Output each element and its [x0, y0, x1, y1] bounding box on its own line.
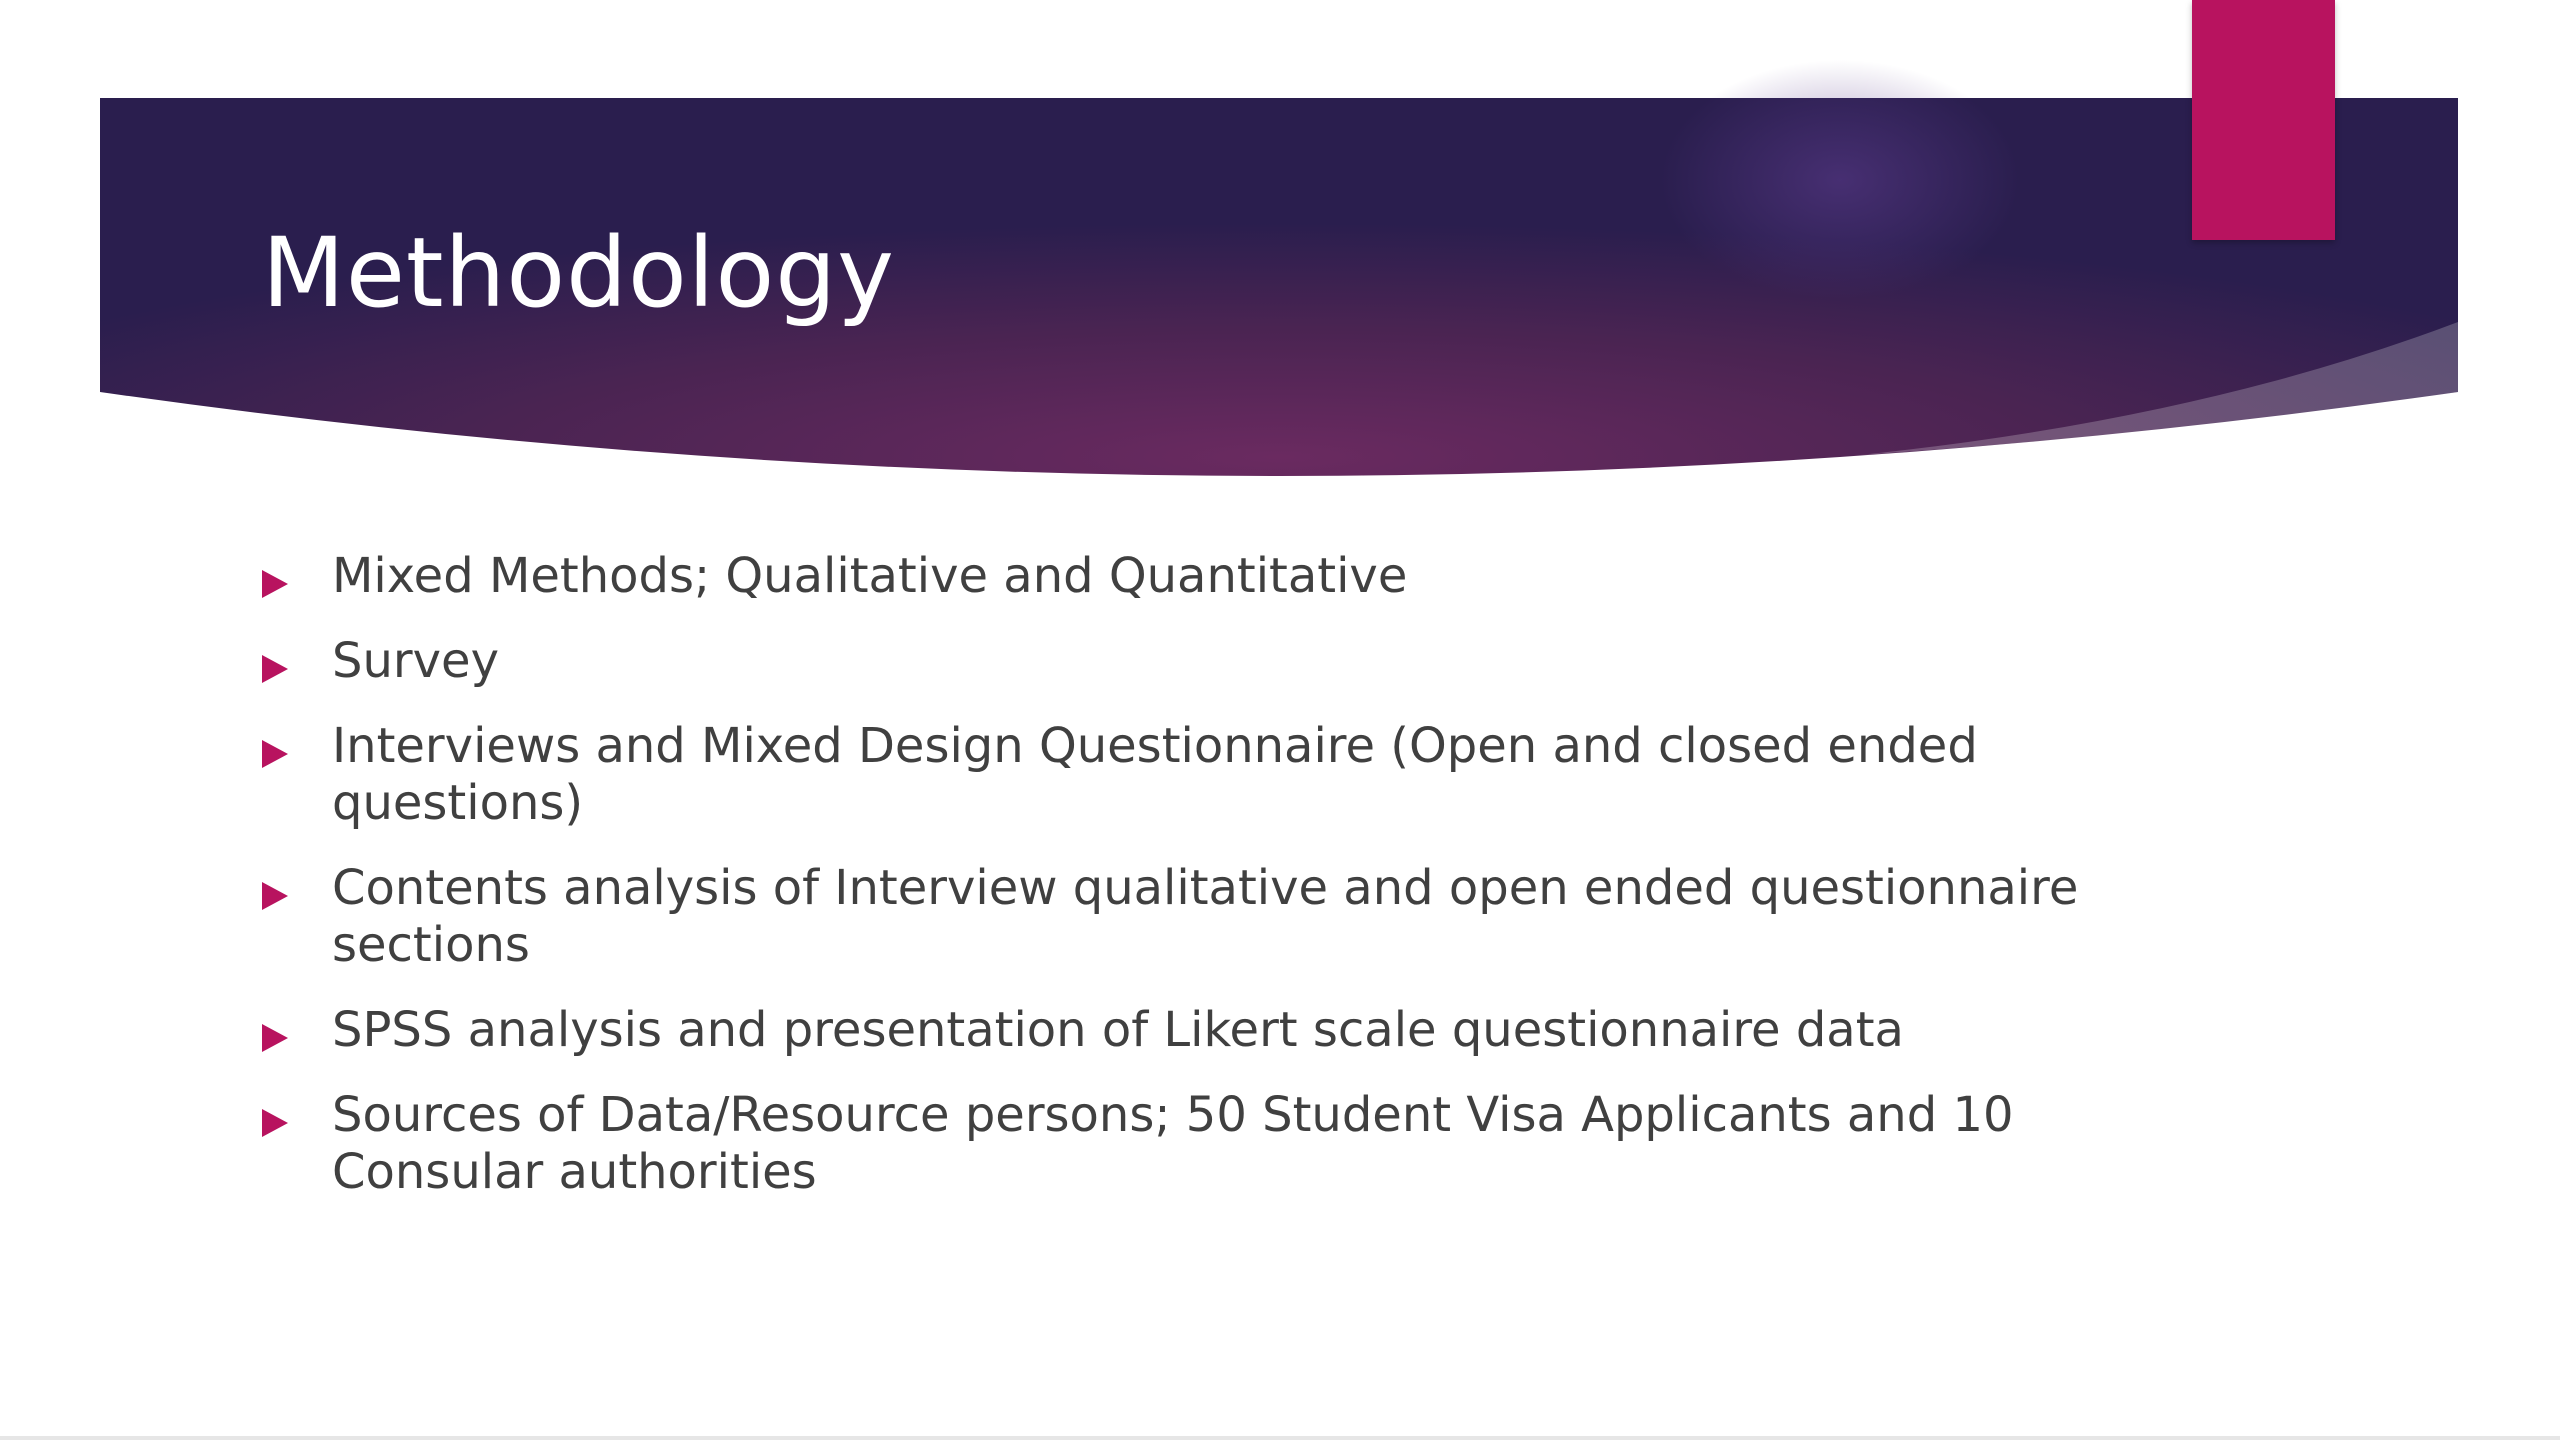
bullet-item — [262, 548, 2162, 605]
slide-title: Methodology — [262, 217, 895, 329]
bottom-divider — [0, 1436, 2560, 1440]
bullet-item — [262, 633, 2162, 690]
bullet-text: Contents analysis of Interview qualitative and open ended questionnaire sections — [332, 860, 2079, 973]
bullet-text: Sources of Data/Resource persons; 50 Student Visa Applicants and 10 Consular authorities — [332, 1087, 2014, 1200]
bullet-text: SPSS analysis and presentation of Likert scale questionnaire data — [332, 1002, 1904, 1058]
triangle-right-icon — [262, 1024, 288, 1052]
triangle-right-icon — [262, 655, 288, 683]
bullet-list — [262, 548, 2162, 1229]
bullet-item — [262, 718, 2162, 832]
triangle-right-icon — [262, 1109, 288, 1137]
bullet-item — [262, 1087, 2162, 1201]
accent-tab — [2192, 0, 2335, 240]
triangle-right-icon — [262, 882, 288, 910]
bullet-text: Interviews and Mixed Design Questionnaire (Open and closed ended questions) — [332, 718, 1978, 831]
triangle-right-icon — [262, 740, 288, 768]
bullet-item — [262, 1002, 2162, 1059]
bullet-text: Survey — [332, 633, 499, 689]
bullet-text: Mixed Methods; Qualitative and Quantitative — [332, 548, 1408, 604]
triangle-right-icon — [262, 570, 288, 598]
bullet-item — [262, 860, 2162, 974]
